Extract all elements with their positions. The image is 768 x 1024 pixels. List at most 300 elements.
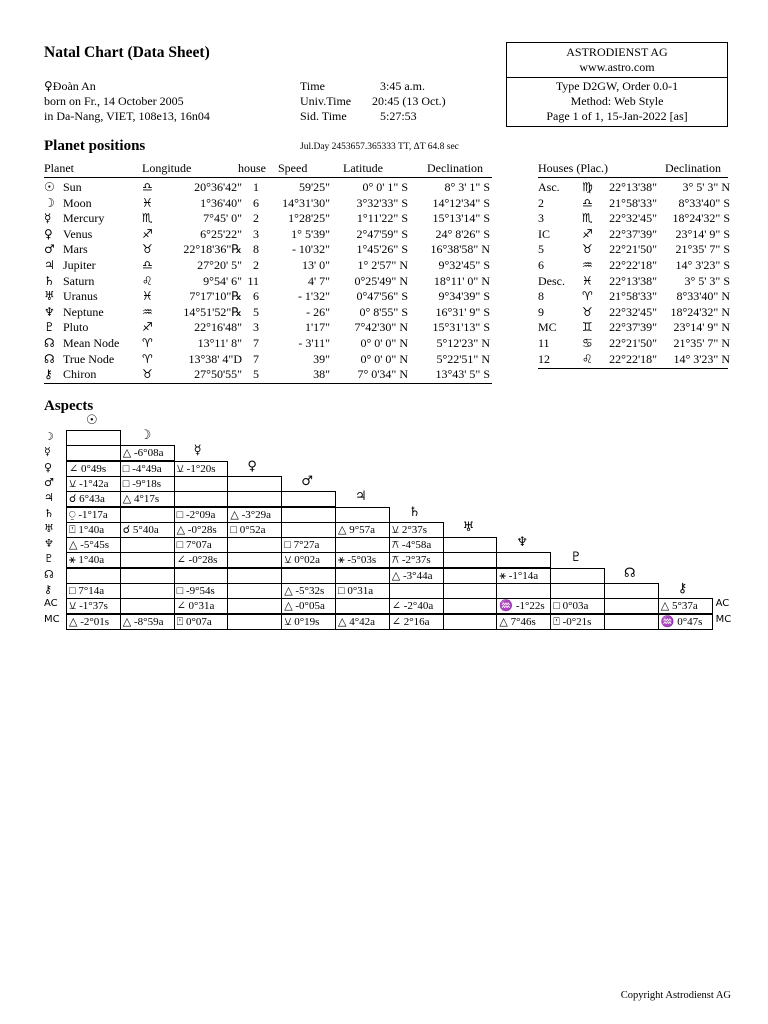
planet-latitude: 7° 0'34" N: [357, 367, 408, 382]
aspect-cell: [389, 598, 444, 614]
planet-name: Chiron: [63, 367, 97, 382]
house-name: 9: [538, 304, 544, 319]
sign-glyph-icon: ♋: [582, 336, 593, 350]
planet-house: 3: [253, 320, 259, 335]
aspect-cell: [120, 614, 175, 630]
aspect-value: ∠ 0°31a: [176, 600, 215, 613]
planet-house: 6: [253, 289, 259, 304]
planet-latitude: 0°25'49" N: [354, 273, 408, 288]
house-name: 12: [538, 351, 550, 366]
house-declination: 18°24'32" S: [672, 211, 730, 226]
aspect-cell: [174, 522, 229, 538]
planet-glyph-icon: ♄: [44, 273, 55, 288]
sign-glyph-icon: ♌: [142, 273, 153, 288]
planet-speed: 59'25": [298, 180, 330, 194]
sign-glyph-icon: ♒: [582, 258, 593, 272]
company-name: ASTRODIENST AG: [566, 45, 668, 59]
aspect-row-label: ♀: [44, 460, 53, 474]
col-houses: Houses (Plac.): [538, 161, 608, 175]
aspect-cell: [66, 461, 121, 477]
aspect-cell: [120, 583, 175, 599]
planet-longitude: 22°18'36"℞: [183, 242, 242, 257]
col-planet: Planet: [44, 161, 74, 175]
planet-declination: 15°31'13" S: [432, 320, 490, 335]
aspect-value: ⚺ 0°02a: [284, 554, 321, 567]
planet-longitude: 13°38' 4"D: [188, 351, 242, 366]
house-longitude: 22°21'50": [609, 242, 657, 257]
planet-name: Mean Node: [63, 336, 120, 350]
sign-glyph-icon: ♎: [142, 180, 153, 194]
aspect-cell: [389, 552, 444, 568]
planet-declination: 16°38'58" N: [430, 242, 490, 257]
planet-speed: 14°31'30": [282, 195, 330, 210]
sign-glyph-icon: ♏: [582, 211, 593, 226]
aspect-value: ⚺ -1°37s: [69, 600, 108, 613]
aspect-cell: [227, 598, 282, 614]
house-longitude: 22°37'39": [609, 320, 657, 335]
planet-house: 3: [253, 226, 259, 241]
planet-name: Pluto: [63, 320, 89, 335]
planet-name: Moon: [63, 195, 92, 210]
house-declination: 18°24'32" N: [670, 304, 730, 319]
aspect-diagonal-glyph: ♂: [301, 473, 313, 489]
aspect-value: ⚹ -5°03s: [338, 554, 377, 567]
birth-date: born on Fr., 14 October 2005: [44, 94, 184, 108]
aspect-cell: [66, 568, 121, 584]
planet-longitude: 22°16'48": [194, 320, 242, 335]
sign-glyph-icon: ♎: [142, 258, 153, 272]
planet-house: 7: [253, 336, 259, 350]
house-declination: 8°33'40" S: [678, 195, 730, 210]
aspect-value: □ -9°18s: [122, 477, 162, 490]
aspect-diagonal-glyph: ♄: [408, 504, 421, 520]
planet-latitude: 0°47'56" S: [356, 289, 408, 304]
aspect-value: ⍜ -1°17a: [69, 508, 108, 521]
aspect-cell: [120, 491, 175, 507]
aspect-cell: [120, 476, 175, 492]
aspect-diagonal-glyph: ☿: [193, 443, 202, 459]
planet-speed: 13' 0": [301, 258, 330, 272]
aspect-value: △ 5°37a: [660, 600, 698, 613]
house-longitude: 22°22'18": [609, 258, 657, 272]
planet-glyph-icon: ☽: [44, 195, 55, 210]
aspect-diagonal-glyph: ♃: [355, 489, 367, 505]
aspect-cell: [66, 445, 121, 461]
aspect-cell: [443, 598, 498, 614]
sign-glyph-icon: ♒: [142, 304, 153, 319]
aspect-cell: [604, 614, 659, 630]
aspect-cell: [66, 614, 121, 630]
planet-longitude: 27°50'55": [194, 367, 242, 382]
aspect-diagonal-glyph: ♇: [570, 550, 582, 566]
sign-glyph-icon: ♉: [582, 242, 593, 257]
planet-latitude: 3°32'33" S: [356, 195, 408, 210]
sign-glyph-icon: ♐: [142, 226, 153, 241]
planet-speed: 4' 7": [307, 273, 330, 288]
aspect-row-label: AC: [44, 598, 58, 610]
sign-glyph-icon: ♓: [582, 273, 593, 288]
planet-longitude: 6°25'22": [200, 226, 242, 241]
aspect-cell: [174, 507, 229, 523]
aspect-cell: [281, 614, 336, 630]
aspect-value: ⚺ -1°42a: [69, 477, 109, 490]
time-label: Time: [300, 79, 325, 93]
planet-name: Neptune: [63, 304, 104, 319]
aspect-right-label: MC: [715, 613, 732, 625]
sign-glyph-icon: ♓: [142, 195, 153, 210]
planet-declination: 8° 3' 1" S: [444, 180, 490, 194]
copyright: Copyright Astrodienst AG: [620, 990, 731, 1001]
aspect-cell: [227, 491, 282, 507]
planet-latitude: 1°45'26" S: [356, 242, 408, 257]
aspect-value: △ -6°08a: [122, 447, 164, 460]
aspect-row-label: ☽: [44, 430, 54, 443]
aspect-value: △ -3°44a: [391, 569, 433, 582]
aspect-row-label: ☊: [44, 567, 54, 581]
aspect-value: □ -2°09a: [176, 508, 216, 521]
aspect-cell: [281, 491, 336, 507]
planet-name: Venus: [63, 226, 93, 241]
aspect-cell: [443, 537, 498, 553]
planet-speed: 1°28'25": [288, 211, 330, 226]
aspect-cell: [496, 568, 551, 584]
house-name: 11: [538, 336, 550, 350]
planet-declination: 5°22'51" N: [436, 351, 490, 366]
sign-glyph-icon: ♈: [582, 289, 593, 304]
chart-method: Method: Web Style: [570, 94, 664, 108]
aspect-value: ⚻ -4°58a: [391, 539, 432, 552]
planet-latitude: 1°11'22" S: [356, 211, 408, 226]
aspect-cell: [496, 598, 551, 614]
planet-glyph-icon: ☿: [44, 211, 52, 226]
aspect-cell: [227, 552, 282, 568]
planet-positions-heading: Planet positions: [44, 138, 146, 154]
planet-latitude: 0° 0' 0" N: [360, 336, 408, 350]
planet-latitude: 2°47'59" S: [356, 226, 408, 241]
col-house: house: [238, 161, 266, 175]
house-name: Desc.: [538, 273, 565, 288]
aspect-cell: [66, 491, 121, 507]
sign-glyph-icon: ♐: [142, 320, 153, 335]
aspect-value: △ 7°46s: [499, 615, 536, 628]
house-longitude: 22°37'39": [609, 226, 657, 241]
aspect-cell: [281, 507, 336, 523]
house-declination: 8°33'40" N: [676, 289, 730, 304]
sign-glyph-icon: ♎: [582, 195, 593, 210]
sign-glyph-icon: ♓: [142, 289, 153, 304]
aspect-cell: [120, 568, 175, 584]
planet-name: Jupiter: [63, 258, 96, 272]
aspect-cell: [227, 537, 282, 553]
aspect-cell: [174, 568, 229, 584]
planet-longitude: 14°51'52"℞: [183, 304, 242, 319]
aspect-value: ☌ 6°43a: [69, 493, 105, 506]
sid-value: 5:27:53: [380, 109, 417, 123]
house-longitude: 22°32'45": [609, 304, 657, 319]
planet-glyph-icon: ☉: [44, 180, 55, 194]
aspect-cell: [66, 537, 121, 553]
planet-speed: 1° 5'39": [291, 226, 330, 241]
aspect-value: ⚺ -1°20s: [176, 462, 216, 475]
planet-glyph-icon: ♇: [44, 320, 55, 335]
planet-declination: 24° 8'26" S: [435, 226, 490, 241]
aspect-cell: [443, 552, 498, 568]
aspect-row-label: ♆: [44, 537, 54, 551]
house-name: 5: [538, 242, 544, 257]
planet-latitude: 0° 8'55" S: [359, 304, 408, 319]
aspect-cell: [335, 522, 390, 538]
aspect-cell: [174, 552, 229, 568]
aspect-cell: [335, 598, 390, 614]
planet-glyph-icon: ♀: [44, 226, 53, 241]
aspect-cell: [335, 507, 390, 523]
aspect-cell: [174, 583, 229, 599]
planet-latitude: 0° 0' 0" N: [360, 351, 408, 366]
aspect-cell: [66, 430, 121, 446]
aspect-cell: [66, 476, 121, 492]
sign-glyph-icon: ♉: [142, 242, 153, 257]
aspect-value: △ -3°29a: [230, 508, 272, 521]
house-declination: 21°35' 7" N: [673, 336, 730, 350]
aspect-value: ∠ -2°40a: [391, 600, 434, 613]
aspect-diagonal-glyph: ♆: [516, 535, 529, 551]
aspect-cell: [174, 598, 229, 614]
aspect-value: △ 4°17s: [122, 493, 160, 506]
aspect-value: □ 0°31a: [338, 585, 374, 597]
aspect-cell: [335, 614, 390, 630]
sid-label: Sid. Time: [300, 109, 347, 123]
aspect-cell: [120, 522, 175, 538]
sign-glyph-icon: ♏: [142, 211, 153, 226]
aspect-cell: [174, 614, 229, 630]
aspect-cell: [389, 583, 444, 599]
sign-glyph-icon: ♉: [142, 367, 153, 382]
house-declination: 14° 3'23" N: [673, 351, 730, 366]
ut-label: Univ.Time: [300, 94, 352, 108]
aspect-cell: [227, 507, 282, 523]
aspects-heading: Aspects: [44, 398, 94, 414]
col-speed: Speed: [278, 161, 308, 175]
aspect-diagonal-glyph: ♅: [462, 519, 475, 535]
aspect-cell: [66, 522, 121, 538]
aspect-cell: [120, 445, 175, 461]
aspect-value: △ -0°05a: [284, 600, 325, 613]
sign-glyph-icon: ♍: [582, 180, 593, 194]
person-name: [44, 79, 96, 94]
aspect-row-label: ♂: [44, 475, 54, 489]
ut-value: 20:45 (13 Oct.): [372, 94, 446, 108]
sign-glyph-icon: ♉: [582, 304, 593, 319]
aspect-cell: [174, 537, 229, 553]
planet-glyph-icon: ♃: [44, 258, 55, 272]
aspect-cell: [66, 598, 121, 614]
aspect-value: △ 9°57a: [338, 523, 375, 536]
planet-house: 11: [247, 273, 259, 288]
planet-name: Saturn: [63, 273, 95, 288]
planet-longitude: 27°20' 5": [197, 258, 242, 272]
aspect-cell: [227, 522, 282, 538]
house-longitude: 22°13'38": [609, 180, 657, 194]
venus-icon: ♀: [44, 79, 53, 93]
aspect-cell: [174, 491, 229, 507]
planet-declination: 15°13'14" S: [432, 211, 490, 226]
aspect-cell: [120, 537, 175, 553]
aspect-cell: [120, 507, 175, 523]
aspect-diagonal-glyph: ☉: [86, 412, 98, 428]
aspect-cell: [658, 598, 713, 614]
planet-house: 6: [253, 195, 259, 210]
planet-glyph-icon: ♆: [44, 304, 55, 319]
aspect-cell: [496, 583, 551, 599]
house-declination: 14° 3'23" S: [675, 258, 730, 272]
planet-declination: 5°12'23" N: [436, 336, 490, 350]
aspect-diagonal-glyph: ⚷: [677, 581, 688, 596]
house-name: 8: [538, 289, 544, 304]
col-house-declination: Declination: [665, 161, 721, 175]
page-title: Natal Chart (Data Sheet): [44, 44, 210, 61]
aspect-cell: [443, 568, 498, 584]
planet-glyph-icon: ♂: [44, 242, 55, 257]
aspect-value: ♒ -1°22s: [499, 600, 545, 613]
aspect-cell: [550, 583, 605, 599]
aspect-cell: [335, 552, 390, 568]
planet-longitude: 9°54' 6": [203, 273, 242, 288]
planet-glyph-icon: ☊: [44, 351, 55, 366]
aspect-cell: [174, 461, 229, 477]
aspect-value: ⚹ -1°14a: [499, 569, 539, 582]
planet-house: 1: [253, 180, 259, 194]
house-longitude: 22°22'18": [609, 351, 657, 366]
aspect-cell: [174, 476, 229, 492]
aspect-cell: [389, 522, 444, 538]
aspect-value: △ -0°28s: [176, 523, 217, 536]
aspect-cell: [281, 583, 336, 599]
aspect-value: △ -5°32s: [284, 585, 325, 597]
aspect-value: ∠ 0°49s: [69, 462, 107, 475]
aspect-cell: [281, 537, 336, 553]
aspect-cell: [604, 598, 659, 614]
sign-glyph-icon: ♈: [142, 351, 153, 366]
aspect-value: □ -9°54s: [176, 585, 215, 597]
sign-glyph-icon: ♐: [582, 226, 593, 241]
planet-declination: 13°43' 5" S: [435, 367, 490, 382]
aspect-value: △ 4°42a: [338, 615, 375, 628]
aspect-cell: [120, 552, 175, 568]
planet-declination: 9°34'39" S: [438, 289, 490, 304]
planet-latitude: 0° 0' 1" S: [362, 180, 408, 194]
aspect-cell: [443, 583, 498, 599]
sign-glyph-icon: ♌: [582, 351, 593, 366]
aspect-value: ⚺ 2°37s: [391, 523, 428, 536]
aspect-row-label: ♇: [44, 552, 54, 566]
aspect-diagonal-glyph: ☊: [624, 565, 636, 581]
aspect-cell: [281, 522, 336, 538]
house-longitude: 22°13'38": [609, 273, 657, 288]
planet-speed: 38": [313, 367, 330, 382]
house-name: 2: [538, 195, 544, 210]
aspect-value: ⚻ -2°37s: [391, 554, 431, 567]
aspect-cell: [496, 552, 551, 568]
planet-name: Sun: [63, 180, 82, 194]
col-declination: Declination: [427, 161, 483, 175]
aspect-value: ∠ -0°28s: [176, 554, 218, 567]
aspect-value: △ -5°45s: [69, 539, 110, 552]
house-declination: 3° 5' 3" N: [682, 180, 730, 194]
aspect-value: □ 7°14a: [69, 585, 105, 597]
aspect-cell: [496, 614, 551, 630]
aspect-value: ⚹ 1°40a: [69, 554, 105, 567]
house-longitude: 21°58'33": [609, 195, 657, 210]
aspect-cell: [120, 461, 175, 477]
person-name-text: Đoàn An: [52, 79, 96, 93]
aspect-cell: [389, 614, 444, 630]
aspect-value: □ 0°03a: [553, 600, 589, 613]
planet-glyph-icon: ⚷: [44, 367, 53, 382]
aspect-value: □ 7°07a: [176, 539, 212, 552]
planet-declination: 16°31' 9" S: [435, 304, 490, 319]
aspect-cell: [550, 598, 605, 614]
planet-name: Mercury: [63, 211, 105, 226]
planet-speed: - 10'32": [291, 242, 330, 257]
house-name: IC: [538, 226, 550, 241]
planet-house: 5: [253, 304, 259, 319]
house-name: Asc.: [538, 180, 560, 194]
sign-glyph-icon: ♈: [142, 336, 153, 350]
planet-longitude: 7°45' 0": [203, 211, 242, 226]
aspect-cell: [389, 537, 444, 553]
planet-declination: 14°12'34" S: [432, 195, 490, 210]
aspect-cell: [604, 583, 659, 599]
astrodienst-info-box: [506, 42, 728, 127]
aspect-value: △ -8°59a: [122, 615, 164, 628]
house-longitude: 21°58'33": [609, 289, 657, 304]
aspect-cell: [550, 568, 605, 584]
aspect-row-label: ☿: [44, 445, 51, 459]
aspect-cell: [443, 614, 498, 630]
aspect-cell: [335, 583, 390, 599]
aspect-cell: [227, 614, 282, 630]
planet-name: Mars: [63, 242, 88, 257]
planet-house: 2: [253, 211, 259, 226]
sign-glyph-icon: ♊: [582, 320, 593, 335]
house-declination: 3° 5' 3" S: [684, 273, 730, 288]
planet-declination: 18°11' 0" N: [433, 273, 490, 288]
planet-speed: - 26": [306, 304, 330, 319]
aspect-row-label: ♄: [44, 506, 54, 520]
planet-speed: - 3'11": [298, 336, 330, 350]
planet-house: 8: [253, 242, 259, 257]
aspect-cell: [281, 568, 336, 584]
aspect-cell: [227, 568, 282, 584]
planet-latitude: 1° 2'57" N: [357, 258, 408, 272]
planet-house: 2: [253, 258, 259, 272]
aspect-cell: [66, 507, 121, 523]
house-name: 3: [538, 211, 544, 226]
aspect-cell: [281, 552, 336, 568]
aspect-value: ☌ 5°40a: [122, 523, 159, 536]
planet-name: Uranus: [63, 289, 98, 304]
planet-longitude: 20°36'42": [194, 180, 242, 194]
aspect-cell: [66, 583, 121, 599]
aspect-value: □ 7°27a: [284, 539, 320, 552]
planet-house: 7: [253, 351, 259, 366]
aspect-value: ⍞ 1°40a: [69, 523, 105, 536]
aspect-row-label: ⚷: [44, 583, 53, 596]
aspect-cell: [658, 614, 713, 630]
aspect-cell: [335, 537, 390, 553]
planet-speed: 1'17": [304, 320, 330, 335]
planet-longitude: 7°17'10"℞: [189, 289, 242, 304]
